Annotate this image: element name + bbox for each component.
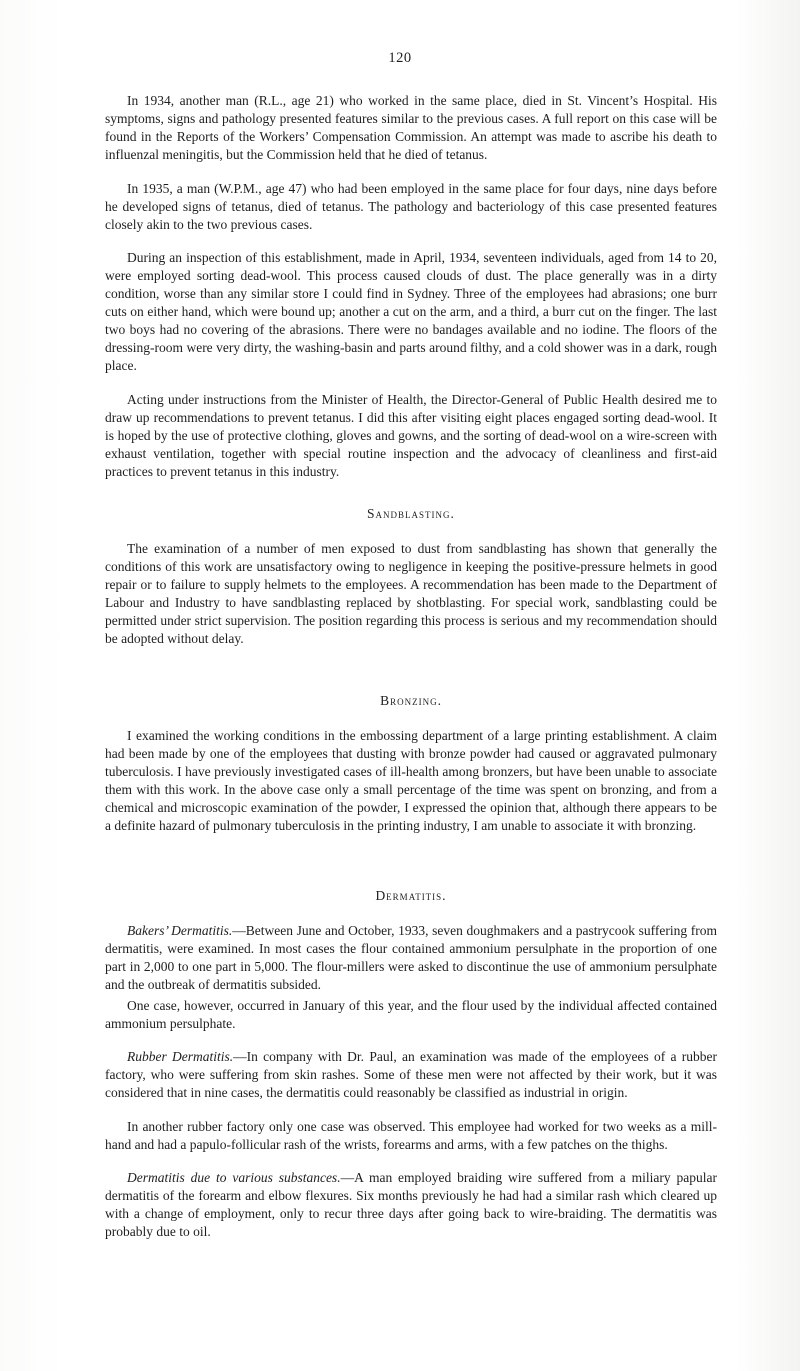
paragraph: Acting under instructions from the Minister of Health, the Director-General of Public Health desired me to draw up recommendations to prevent tetanus. I did this after visiting eight places engaged sorting dead-wool. It is hoped by the use of protective clothing, gloves and gowns, and the sorting of dead-wool on a wire-screen with exhaust ventilation, together with special routine inspection and the advocacy of cleanliness and first-aid practices to prevent tetanus in this industry. <box>105 391 717 479</box>
paragraph: I examined the working conditions in the embossing department of a large printing establishment. A claim had been made by one of the employees that dusting with bronze powder had caused or aggravated pulmonary tuberculosis. I have previously investigated cases of ill-health among bronzers, but have been unable to associate them with this work. In the above case only a small percentage of the time was spent on bronzing, and from a chemical and microscopic examination of the powder, I expressed the opinion that, although there appears to be a definite hazard of pulmonary tuberculosis in the printing industry, I am unable to associate it with bronzing. <box>105 727 717 833</box>
paragraph: One case, however, occurred in January of this year, and the flour used by the individual affected contained ammonium persulphate. <box>105 997 717 1031</box>
paragraph: The examination of a number of men exposed to dust from sandblasting has shown that generally the conditions of this work are unsatisfactory owing to negligence in keeping the positive-pressure helmets in good repair or to failure to supply helmets to the employees. A recommendation has been made to the Department of Labour and Industry to have sandblasting replaced by shotblasting. For special work, sandblasting could be permitted under strict supervision. The position regarding this process is serious and my recommendation should be adopted without delay. <box>105 540 717 646</box>
subheading-bakers-dermatitis: Bakers’ Dermatitis. <box>127 922 233 938</box>
section-heading-dermatitis: Dermatitis. <box>375 887 447 903</box>
paragraph-text: —In company with Dr. Paul, an examination was made of the employees of a rubber factory, who were suffering from skin rashes. Some of these men were not affected by their work, but it was considered that in nine cases, the dermatitis could reasonably be classified as industrial in origin. <box>105 1049 717 1100</box>
paragraph-various-dermatitis <box>105 1169 717 1241</box>
document-body <box>105 92 717 1257</box>
paragraph-bakers-dermatitis <box>105 922 717 994</box>
section-heading-sandblasting: Sandblasting. <box>367 505 455 521</box>
subheading-various-substances: Dermatitis due to various substances. <box>127 1170 341 1185</box>
paragraph: In 1935, a man (W.P.M., age 47) who had been employed in the same place for four days, nine days before he developed signs of tetanus, died of tetanus. The pathology and bacteriology of this case presented features closely akin to the two previous cases. <box>105 180 717 232</box>
paragraph: During an inspection of this establishment, made in April, 1934, seventeen individuals, aged from 14 to 20, were employed sorting dead-wool. This process caused clouds of dust. The place generally was in a dirty condition, worse than any similar store I could find in Sydney. Three of the employees had abrasions; one burr cuts on either hand, which were bound up; another a cut on the arm, and a third, a burr cut on the finger. The last two boys had no covering of the abrasions. There were no bandages available and no iodine. The floors of the dressing-room were very dirty, the washing-basin and parts around filthy, and a cold shower was in a dark, rough place. <box>105 250 717 373</box>
page-number: 120 <box>388 50 412 66</box>
paragraph: In another rubber factory only one case was observed. This employee had worked for two weeks as a mill-hand and had a papulo-follicular rash of the wrists, forearms and arms, with a few patches on the thighs. <box>105 1118 717 1152</box>
section-heading-bronzing: Bronzing. <box>380 692 442 708</box>
paragraph-rubber-dermatitis <box>105 1048 717 1102</box>
paragraph: In 1934, another man (R.L., age 21) who worked in the same place, died in St. Vincent’s Hospital. His symptoms, signs and pathology presented features similar to the previous cases. A full report on this case will be found in the Reports of the Workers’ Compensation Commission. An attempt was made to ascribe his death to influenzal meningitis, but the Commission held that he died of tetanus. <box>105 93 717 162</box>
paragraph-text: —A man employed braiding wire suffered from a miliary papular dermatitis of the forearm and elbow flexures. Six months previously he had had a similar rash which cleared up with a change of employment, only to recur three days after going back to wire-braiding. The dermatitis was probably due to oil. <box>105 1170 717 1239</box>
subheading-rubber-dermatitis: Rubber Dermatitis. <box>127 1049 234 1064</box>
paragraph-text: —Between June and October, 1933, seven doughmakers and a pastrycook suffering from dermatitis, were examined. In most cases the flour contained ammonium persulphate in the proportion of one part in 2,000 to one part in 5,000. The flour-millers were asked to discontinue the use of ammonium persulphate and the outbreak of dermatitis subsided. <box>105 922 717 992</box>
